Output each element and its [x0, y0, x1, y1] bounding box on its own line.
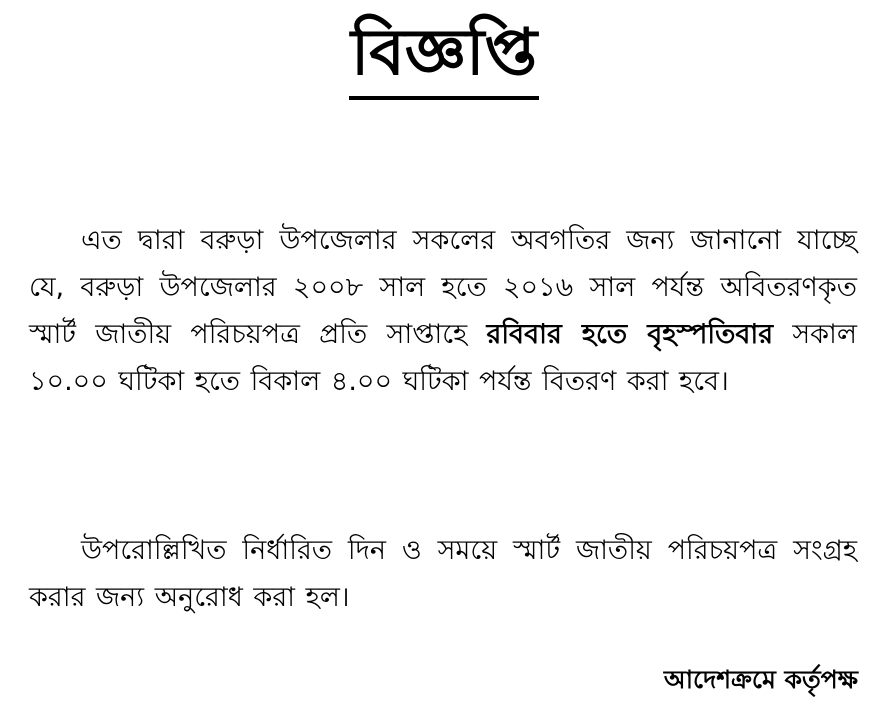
signature-text: আদেশক্রমে কর্তৃপক্ষ: [663, 665, 858, 694]
title-container: [0, 10, 888, 100]
notice-paragraph-1: [29, 217, 857, 405]
paragraph-1-intro-text: এত দ্বারা বরুড়া উপজেলার সকলের অবগতির জন্য জানানো যাচ্ছে যে, বরুড়া উপজেলার ২০০৮ সাল হতে ২০১৬ সাল পর্যন্ত অবিতরণকৃত স্মার্ট জাতীয় পরিচয়পত্র প্রতি সাপ্তাহে: [29, 225, 857, 350]
notice-paragraph-2: উপরোল্লিখিত নির্ধারিত দিন ও সময়ে স্মার্ট জাতীয় পরিচয়পত্র সংগ্রহ করার জন্য অনুরোধ করা হল।: [29, 535, 857, 613]
paragraph-1-days-text: রবিবার হতে বৃহস্পতিবার: [486, 319, 774, 350]
notice-title: বিজ্ঞপ্তি: [349, 10, 539, 100]
paragraph-1-time-text: সকাল ১০.০০ ঘটিকা হতে বিকাল ৪.০০ ঘটিকা পর্যন্ত বিতরণ করা হবে।: [29, 319, 857, 397]
